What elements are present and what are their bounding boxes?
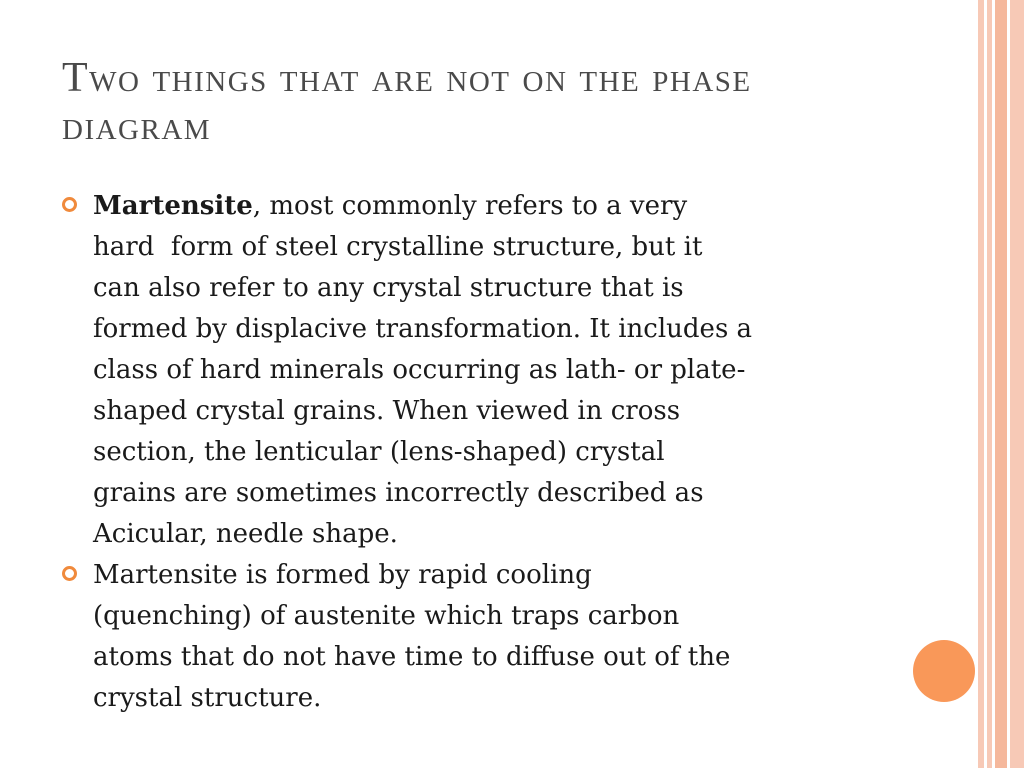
bullet-line: (quenching) of austenite which traps carbon (93, 601, 680, 631)
bullet-line: crystal structure. (93, 683, 322, 713)
bullet-line: hard form of steel crystalline structure, but it (93, 232, 703, 262)
bullet-item-martensite-definition (62, 186, 892, 555)
title-line: Two things that are not on the phase (62, 55, 752, 101)
bullet-line: shaped crystal grains. When viewed in cross (93, 396, 681, 426)
bullet-line: atoms that do not have time to diffuse out of the (93, 642, 731, 672)
bullet-line (93, 186, 892, 227)
bullet-line: can also refer to any crystal structure that is (93, 273, 684, 303)
bullet-line: grains are sometimes incorrectly described as (93, 478, 704, 508)
decor-stripe (995, 0, 1007, 768)
title-line: diagram (62, 103, 212, 149)
bullet-text: , most commonly refers to a very (252, 191, 688, 221)
bullet-line: class of hard minerals occurring as lath- or plate- (93, 355, 746, 385)
decor-circle (913, 640, 975, 702)
bullet-line: formed by displacive transformation. It includes a (93, 314, 753, 344)
bullet-item-martensite-formation (62, 555, 892, 719)
bullet-icon (62, 566, 77, 581)
bullet-line: Martensite is formed by rapid cooling (93, 560, 592, 590)
bullet-list (62, 186, 892, 719)
bullet-line: Acicular, needle shape. (93, 519, 398, 549)
slide-title (62, 54, 942, 150)
decor-stripe (1010, 0, 1024, 768)
bullet-line: section, the lenticular (lens-shaped) crystal (93, 437, 665, 467)
bullet-lead-term: Martensite (93, 191, 253, 221)
bullet-icon (62, 197, 77, 212)
